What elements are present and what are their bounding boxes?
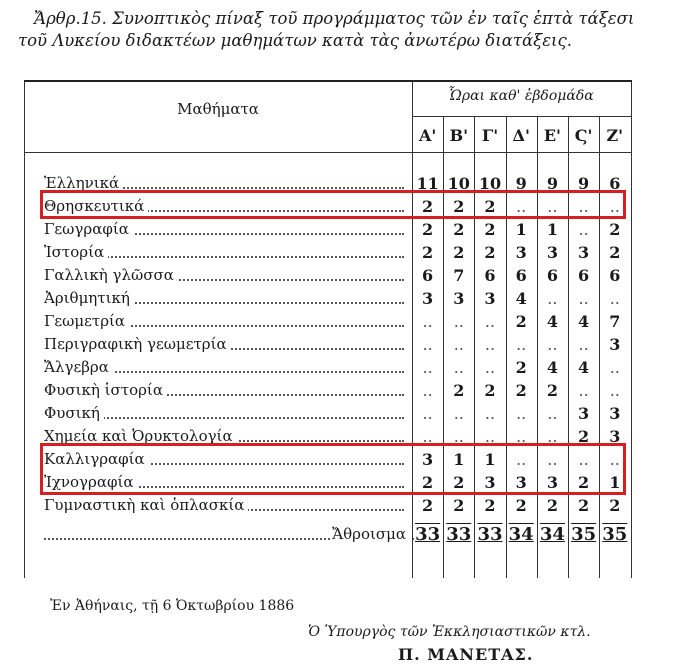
hours-cell: .. (516, 404, 527, 423)
hours-cell: 9 (578, 174, 590, 193)
hours-cell: .. (453, 358, 464, 377)
hours-cell: 3 (422, 450, 434, 469)
hours-cell: .. (422, 427, 433, 446)
table-rule (443, 116, 444, 578)
table-rule (506, 116, 507, 578)
subject-name (44, 241, 410, 264)
hours-cell: 4 (578, 358, 590, 377)
hours-cell: .. (578, 335, 589, 354)
hours-cell: 2 (609, 220, 621, 239)
table-row (24, 241, 632, 264)
hours-cell: .. (516, 427, 527, 446)
hours-cell: 6 (546, 266, 558, 285)
hours-cell: 2 (422, 243, 434, 262)
hours-cell: 2 (578, 473, 590, 492)
heading-line-1: Ἄρθρ.15. Συνοπτικὸς πίναξ τοῦ προγράμματος τῶν ἐν ταῖς ἑπτὰ τάξεσι (34, 9, 635, 28)
hours-cell: .. (453, 335, 464, 354)
hours-cell: 35 (571, 524, 597, 545)
hours-cell: 2 (546, 381, 558, 400)
grade-header: Α' (418, 126, 437, 145)
table-row (24, 310, 632, 333)
subject-text: Γυμναστικὴ καὶ ὁπλασκία (44, 496, 248, 514)
subject-text: Περιγραφικὴ γεωμετρία (44, 335, 231, 353)
table-row (24, 218, 632, 241)
hours-cell: 4 (546, 358, 558, 377)
hours-cell: 35 (602, 524, 628, 545)
hours-cell: .. (547, 289, 558, 308)
subject-text: Γεωγραφία (44, 220, 133, 238)
hours-cell: 3 (484, 473, 496, 492)
hours-cell: 3 (453, 289, 465, 308)
hours-cell: 3 (546, 243, 558, 262)
table-rule (537, 116, 538, 578)
hours-cell: .. (578, 289, 589, 308)
hours-cell: 6 (422, 266, 434, 285)
hours-cell: 11 (416, 174, 439, 193)
hours-cell: 7 (453, 266, 465, 285)
table-row (24, 379, 632, 402)
hours-cell: .. (547, 450, 558, 469)
hours-cell: 2 (578, 427, 590, 446)
subject-name (44, 425, 410, 448)
grade-header: Ζ' (606, 126, 624, 145)
subject-text: Ἰχνογραφία (44, 473, 137, 491)
hours-cell: 6 (609, 174, 621, 193)
hours-cell: .. (547, 197, 558, 216)
hours-cell: .. (484, 427, 496, 446)
grade-header: Δ' (512, 126, 530, 145)
subject-name (44, 172, 410, 195)
hours-cell: .. (422, 312, 433, 331)
subject-column-header: Μαθήματα (177, 100, 259, 118)
hours-cell: 3 (515, 473, 527, 492)
subject-name (44, 356, 410, 379)
table-row (24, 448, 632, 471)
hours-cell: 33 (477, 524, 503, 545)
table-rule (412, 116, 631, 117)
subject-name (44, 264, 410, 287)
hours-cell: .. (578, 450, 589, 469)
hours-cell: 2 (453, 473, 465, 492)
table-rule (568, 116, 569, 578)
total-row (24, 523, 632, 546)
hours-cell: .. (422, 358, 433, 377)
hours-cell: .. (484, 312, 496, 331)
hours-cell: 2 (609, 243, 621, 262)
subject-text: Ἀριθμητική (44, 289, 134, 307)
subject-text: Ἱστορία (44, 243, 108, 261)
hours-cell: 2 (515, 358, 527, 377)
hours-cell: 2 (546, 496, 558, 515)
hours-cell: .. (578, 220, 589, 239)
subject-name (44, 448, 410, 471)
grade-header: Ϛ' (574, 126, 593, 145)
hours-cell: .. (547, 404, 558, 423)
table-row (24, 287, 632, 310)
hours-cell: 2 (422, 220, 434, 239)
hours-cell: 2 (515, 381, 527, 400)
hours-cell: 1 (546, 220, 558, 239)
hours-cell: .. (453, 404, 464, 423)
hours-cell: 2 (453, 220, 465, 239)
hours-cell: 2 (484, 381, 496, 400)
hours-cell: .. (422, 381, 433, 400)
hours-cell: 33 (446, 524, 472, 545)
hours-cell: 2 (453, 197, 465, 216)
hours-cell: 33 (415, 524, 441, 545)
table-row (24, 494, 632, 517)
hours-cell: 34 (508, 524, 534, 545)
table-rule (474, 116, 475, 578)
table-rule (412, 82, 413, 578)
hours-cell: 2 (484, 197, 496, 216)
hours-cell: 2 (484, 243, 496, 262)
subject-text: Φυσική (44, 404, 104, 422)
hours-cell: .. (609, 381, 620, 400)
hours-cell: .. (453, 427, 464, 446)
hours-cell: 2 (453, 381, 465, 400)
hours-cell: .. (484, 358, 496, 377)
table-row (24, 195, 632, 218)
total-label (44, 523, 420, 546)
hours-cell: 3 (515, 243, 527, 262)
hours-cell: 2 (578, 496, 590, 515)
hours-cell: 4 (515, 289, 527, 308)
table-row (24, 402, 632, 425)
hours-cell: 2 (422, 473, 434, 492)
hours-cell: .. (484, 335, 496, 354)
hours-cell: .. (422, 404, 433, 423)
hours-cell: .. (609, 450, 620, 469)
hours-cell: 10 (447, 174, 470, 193)
grade-header: Ε' (543, 126, 561, 145)
hours-cell: 4 (546, 312, 558, 331)
table-rule (24, 152, 632, 153)
subject-text: Καλλιγραφία (44, 450, 149, 468)
hours-cell: .. (516, 197, 527, 216)
hours-cell: 3 (578, 404, 590, 423)
subject-text: Γαλλικὴ γλῶσσα (44, 266, 178, 284)
table-row (24, 264, 632, 287)
subject-name (44, 310, 410, 333)
subject-text: Θρησκευτικά (44, 197, 148, 215)
subject-name (44, 218, 410, 241)
hours-cell: 3 (609, 404, 621, 423)
table-row (24, 425, 632, 448)
hours-cell: 3 (546, 473, 558, 492)
hours-cell: .. (516, 335, 527, 354)
table-row (24, 172, 632, 195)
hours-cell: 2 (422, 496, 434, 515)
table-rule (599, 116, 600, 578)
hours-cell: .. (422, 335, 433, 354)
hours-cell: .. (453, 312, 464, 331)
subject-name (44, 195, 410, 218)
grade-header: Β' (449, 126, 468, 145)
place-date-line: Ἐν Ἀθήναις, τῇ 6 Ὀκτωβρίου 1886 (50, 598, 295, 614)
hours-cell: 6 (578, 266, 590, 285)
subject-name (44, 402, 410, 425)
subject-text: Ἄλγεβρα (44, 358, 113, 376)
subject-name (44, 333, 410, 356)
subject-text: Ἄθροισμα (332, 525, 410, 543)
hours-cell: 2 (484, 220, 496, 239)
hours-cell: .. (547, 335, 558, 354)
hours-per-week-header: Ὧραι καθ' ἑβδομάδα (448, 88, 594, 104)
hours-cell: 2 (422, 197, 434, 216)
hours-cell: 9 (515, 174, 527, 193)
hours-cell: 1 (609, 473, 621, 492)
hours-cell: 9 (546, 174, 558, 193)
minister-signature: Π. ΜΑΝΕΤΑΣ. (398, 645, 534, 664)
subject-text: Ἑλληνικά (44, 174, 123, 192)
hours-cell: .. (609, 197, 620, 216)
subject-name (44, 287, 410, 310)
curriculum-table (24, 80, 632, 578)
heading-line-2: τοῦ Λυκείου διδακτέων μαθημάτων κατὰ τὰς ἀνωτέρω διατάξεις. (18, 31, 573, 50)
subject-text: Γεωμετρία (44, 312, 129, 330)
hours-cell: 2 (484, 496, 496, 515)
hours-cell: 3 (609, 335, 621, 354)
minister-title: Ὁ Ὑπουργὸς τῶν Ἐκκλησιαστικῶν κτλ. (308, 624, 591, 640)
hours-cell: .. (578, 197, 589, 216)
hours-cell: 3 (422, 289, 434, 308)
subject-name (44, 379, 410, 402)
hours-cell: 2 (453, 496, 465, 515)
subject-name (44, 471, 410, 494)
table-row (24, 333, 632, 356)
hours-cell: 34 (539, 524, 565, 545)
hours-cell: 3 (484, 289, 496, 308)
hours-cell: 3 (578, 243, 590, 262)
subject-text: Φυσικὴ ἱστορία (44, 381, 167, 399)
hours-cell: 1 (453, 450, 465, 469)
article-heading (18, 8, 658, 52)
hours-cell: 3 (609, 427, 621, 446)
table-rule (631, 82, 632, 578)
hours-cell: 6 (515, 266, 527, 285)
hours-cell: 4 (578, 312, 590, 331)
hours-cell: 2 (515, 312, 527, 331)
hours-cell: .. (609, 358, 620, 377)
hours-cell: 2 (453, 243, 465, 262)
hours-cell: 1 (515, 220, 527, 239)
table-row (24, 356, 632, 379)
hours-cell: .. (609, 289, 620, 308)
hours-cell: 10 (478, 174, 502, 193)
table-rule (24, 82, 25, 578)
hours-cell: 2 (515, 496, 527, 515)
hours-cell: 7 (609, 312, 621, 331)
grade-header: Γ' (481, 126, 499, 145)
hours-cell: 6 (609, 266, 621, 285)
hours-cell: .. (516, 450, 527, 469)
hours-cell: .. (484, 404, 496, 423)
hours-cell: 6 (484, 266, 496, 285)
hours-cell: .. (547, 427, 558, 446)
hours-cell: 1 (484, 450, 496, 469)
table-row (24, 471, 632, 494)
subject-text: Χημεία καὶ Ὀρυκτολογία (44, 427, 237, 445)
hours-cell: 2 (609, 496, 621, 515)
hours-cell: .. (578, 381, 589, 400)
subject-name (44, 494, 410, 517)
